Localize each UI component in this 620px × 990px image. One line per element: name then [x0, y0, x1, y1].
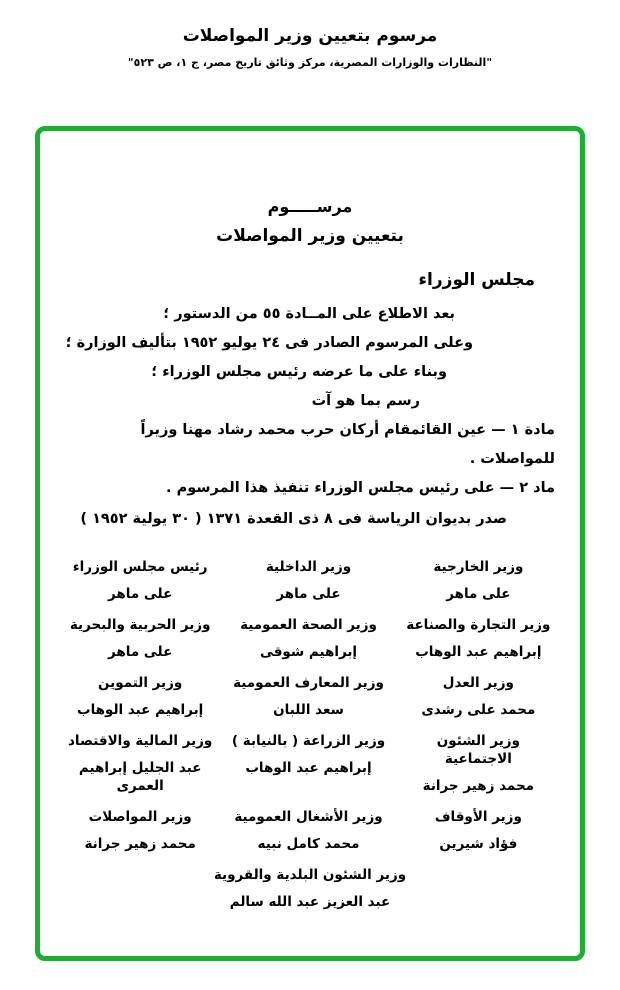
- issuance-line: صدر بديوان الرياسة فى ٨ ذى القعدة ١٣٧١ ( ٣٠ يولية ١٩٥٢ ): [80, 511, 507, 527]
- signatory-name: على ماهر: [108, 644, 173, 660]
- signatory-name: عبد الجليل إبراهيم العمرى: [78, 760, 202, 794]
- document-title: مرسوم بتعيين وزير المواصلات: [182, 26, 438, 46]
- signatory-title: وزير التجارة والصناعة: [406, 617, 551, 633]
- source-citation: "النظارات والوزارات المصرية، مركز وثائق تاريخ مصر، ج ١، ص ٥٢٣": [127, 56, 493, 69]
- article-2: ماد ٢ — على رئيس مجلس الوزراء تنفيذ هذا المرسوم .: [166, 480, 555, 496]
- signatory-title: وزير العدل: [442, 675, 514, 691]
- signatory: [65, 674, 215, 719]
- signatory-name: على ماهر: [108, 586, 173, 602]
- enactment-line: رسم بما هو آت: [311, 393, 420, 409]
- signatory-name: محمد زهير جرانة: [422, 778, 535, 794]
- signatory-name: إبراهيم عبد الوهاب: [77, 702, 204, 718]
- decree-heading: مرســـــوم: [267, 197, 353, 216]
- signatory-title: وزير الصحة العمومية: [240, 617, 377, 633]
- article-1: مادة ١ — عين القائمقام أركان حرب محمد رشاد مهنا وزيراً للمواصلات .: [140, 422, 555, 467]
- signatory-name: على ماهر: [276, 586, 341, 602]
- signatory-name: إبراهيم عبد الوهاب: [245, 760, 372, 776]
- signatory: [221, 674, 395, 719]
- signatory-title: وزير الداخلية: [265, 559, 352, 575]
- signatories-grid: [65, 558, 555, 853]
- preamble-line: وعلى المرسوم الصادر فى ٢٤ يوليو ١٩٥٢ بتأليف الوزارة ؛: [65, 335, 473, 351]
- signatory-title: وزير الأوقاف: [434, 809, 522, 825]
- signatory: [402, 674, 555, 719]
- signatory-title: رئيس مجلس الوزراء: [72, 559, 208, 575]
- document-page: [0, 26, 620, 990]
- signatory-name: فؤاد شيرين: [439, 836, 518, 852]
- signatory-title: وزير الأشغال العمومية: [234, 809, 383, 825]
- signatory-title: وزير المالية والاقتصاد: [67, 733, 213, 749]
- signatory: [221, 732, 395, 795]
- signatory-title: وزير الخارجية: [433, 559, 524, 575]
- signatory: [221, 558, 395, 603]
- signatory-name: عبد العزيز عبد الله سالم: [229, 894, 391, 910]
- preamble: [65, 300, 555, 387]
- preamble-line: بعد الاطلاع على المــادة ٥٥ من الدستور ؛: [163, 306, 455, 322]
- signatory-title: وزير المواصلات: [88, 809, 192, 825]
- signatory-name: سعد اللبان: [273, 702, 344, 718]
- decree-frame: [35, 126, 585, 961]
- signatory-title: وزير التموين: [98, 675, 183, 691]
- signatory-name: محمد زهير جرانة: [84, 836, 196, 852]
- signatory: [221, 616, 395, 661]
- decree-subheading: بتعيين وزير المواصلات: [216, 226, 404, 246]
- signatory-name: إبراهيم شوقى: [259, 644, 358, 660]
- signatory: [65, 808, 215, 853]
- signatory: [402, 808, 555, 853]
- signatory: [65, 558, 215, 603]
- signatory-name: إبراهيم عبد الوهاب: [415, 644, 542, 660]
- signatory: [402, 558, 555, 603]
- issuer-heading: مجلس الوزراء: [418, 270, 535, 290]
- signatory-title: وزير الحربية والبحرية: [69, 617, 211, 633]
- signatory: [221, 808, 395, 853]
- signatory-name: محمد كامل نبيه: [257, 836, 360, 852]
- signatory-name: على ماهر: [446, 586, 511, 602]
- signatory-title: وزير الزراعة ( بالنيابة ): [231, 733, 386, 749]
- signatory-name: محمد على رشدى: [421, 702, 536, 718]
- signatory: [402, 732, 555, 795]
- signatory-title: وزير الشئون الاجتماعية: [436, 733, 520, 767]
- signatory-title: وزير الشئون البلدية والقروية: [213, 867, 407, 883]
- signatory-footer: [65, 866, 555, 911]
- signatory-title: وزير المعارف العمومية: [233, 675, 384, 691]
- preamble-line: وبناء على ما عرضه رئيس مجلس الوزراء ؛: [151, 364, 447, 380]
- signatory: [402, 616, 555, 661]
- signatory: [65, 616, 215, 661]
- signatory: [65, 732, 215, 795]
